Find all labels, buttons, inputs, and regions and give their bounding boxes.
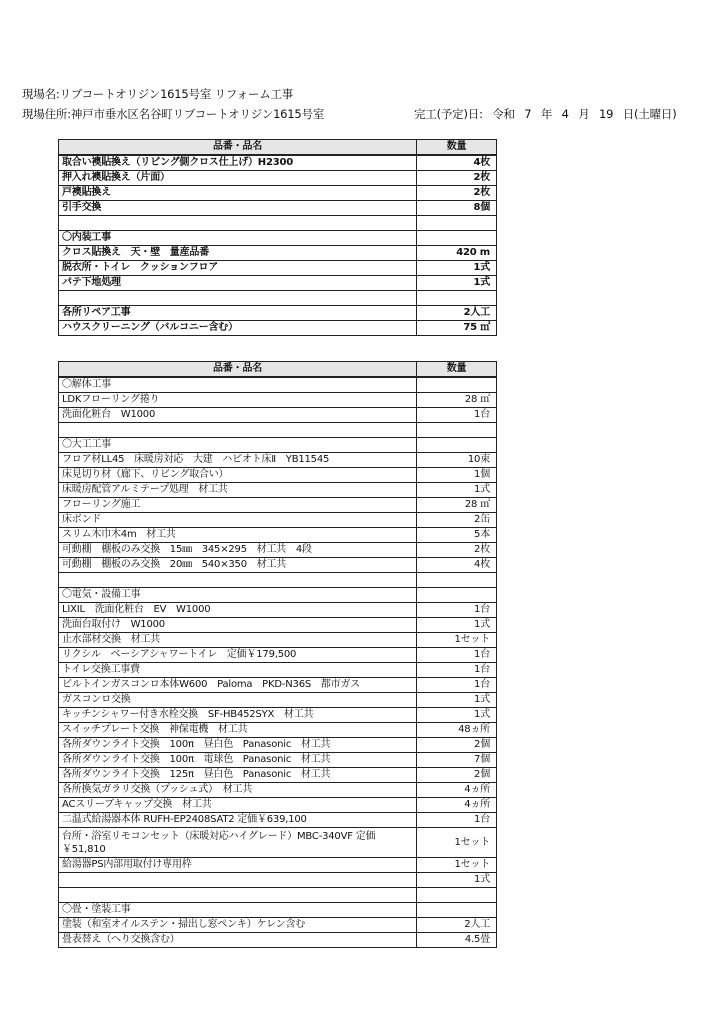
- item-cell: スリム木巾木4m 材工共: [59, 528, 417, 543]
- table-row: [59, 828, 497, 858]
- item-cell: 止水部材交換 材工共: [59, 633, 417, 648]
- table-row: [59, 753, 497, 768]
- qty-cell: 2個: [417, 738, 497, 753]
- qty-cell: 2人工: [417, 306, 497, 321]
- items-table-1: [58, 139, 497, 336]
- completion-month-unit: 月: [578, 107, 590, 121]
- table-row: [59, 738, 497, 753]
- completion-day: 19: [599, 107, 614, 121]
- table-row: [59, 201, 497, 216]
- table-row: [59, 438, 497, 453]
- item-cell: 各所ダウンライト交換 100π 電球色 Panasonic 材工共: [59, 753, 417, 768]
- table-row: [59, 813, 497, 828]
- item-cell: フローリング施工: [59, 498, 417, 513]
- qty-cell: 1台: [417, 663, 497, 678]
- items-table-1-body: [59, 155, 497, 336]
- item-cell: [59, 873, 417, 888]
- item-cell: 洗面台取付け W1000: [59, 618, 417, 633]
- item-cell: [59, 216, 417, 231]
- qty-cell: [417, 216, 497, 231]
- qty-cell: 28 ㎡: [417, 498, 497, 513]
- item-cell: 各所リペア工事: [59, 306, 417, 321]
- items-table-2-body: [59, 377, 497, 948]
- qty-cell: 1台: [417, 813, 497, 828]
- item-cell: パテ下地処理: [59, 276, 417, 291]
- table-row: [59, 648, 497, 663]
- qty-cell: 4枚: [417, 558, 497, 573]
- qty-cell: 1式: [417, 708, 497, 723]
- item-cell: [59, 291, 417, 306]
- qty-cell: 2枚: [417, 171, 497, 186]
- table-row: [59, 558, 497, 573]
- item-cell: リクシル ベーシアシャワートイレ 定価￥179,500: [59, 648, 417, 663]
- completion-era: 令和: [492, 107, 515, 121]
- table-row: [59, 261, 497, 276]
- qty-cell: [417, 438, 497, 453]
- qty-cell: 1台: [417, 408, 497, 423]
- completion-label: 完工(予定)日:: [414, 107, 483, 121]
- item-cell: キッチンシャワー付き水栓交換 SF-HB452SYX 材工共: [59, 708, 417, 723]
- item-cell: 床暖房配管アルミテープ処理 材工共: [59, 483, 417, 498]
- completion-date-line: [414, 106, 683, 122]
- completion-day-unit: 日(土曜日): [622, 107, 677, 121]
- item-cell: フロア材LL45 床暖房対応 大建 ハピオト床Ⅱ YB11545: [59, 453, 417, 468]
- table-row: [59, 155, 497, 171]
- table-row: [59, 858, 497, 873]
- table-row: [59, 246, 497, 261]
- item-cell: ハウスクリーニング（バルコニー含む）: [59, 321, 417, 336]
- table-row: [59, 276, 497, 291]
- item-cell: 床ボンド: [59, 513, 417, 528]
- item-cell: 〇畳・塗装工事: [59, 903, 417, 918]
- table-row: [59, 708, 497, 723]
- qty-cell: 4ヵ所: [417, 798, 497, 813]
- item-cell: LIXIL 洗面化粧台 EV W1000: [59, 603, 417, 618]
- table-row: [59, 423, 497, 438]
- table-row: [59, 231, 497, 246]
- item-cell: [59, 423, 417, 438]
- table-row: [59, 306, 497, 321]
- item-cell: 〇解体工事: [59, 377, 417, 393]
- table-row: [59, 903, 497, 918]
- qty-cell: 1式: [417, 261, 497, 276]
- table-row: [59, 588, 497, 603]
- item-cell: LDKフローリング捲り: [59, 393, 417, 408]
- completion-year-unit: 年: [540, 107, 553, 121]
- item-cell: 各所ダウンライト交換 100π 昼白色 Panasonic 材工共: [59, 738, 417, 753]
- site-name: 現場名:リブコートオリジン1615号室 リフォーム工事: [22, 87, 294, 101]
- completion-year: 7: [524, 107, 532, 121]
- table-row: [59, 888, 497, 903]
- qty-cell: 48ヵ所: [417, 723, 497, 738]
- item-cell: 各所換気ガラリ交換（プッシュ式） 材工共: [59, 783, 417, 798]
- item-cell: 戸襖貼換え: [59, 186, 417, 201]
- table-row: [59, 186, 497, 201]
- qty-cell: 5本: [417, 528, 497, 543]
- item-cell: 〇内装工事: [59, 231, 417, 246]
- qty-cell: 28 ㎡: [417, 393, 497, 408]
- qty-cell: 1個: [417, 468, 497, 483]
- qty-cell: 1台: [417, 678, 497, 693]
- item-cell: 可動棚 棚板のみ交換 15㎜ 345×295 材工共 4段: [59, 543, 417, 558]
- qty-cell: [417, 588, 497, 603]
- qty-cell: [417, 377, 497, 393]
- completion-month: 4: [561, 107, 569, 121]
- table-row: [59, 408, 497, 423]
- qty-cell: 1式: [417, 276, 497, 291]
- table-row: [59, 603, 497, 618]
- table-row: [59, 693, 497, 708]
- qty-cell: 1式: [417, 873, 497, 888]
- qty-cell: 75 ㎡: [417, 321, 497, 336]
- item-cell: 各所ダウンライト交換 125π 昼白色 Panasonic 材工共: [59, 768, 417, 783]
- item-cell: ガスコンロ交換: [59, 693, 417, 708]
- table-row: [59, 321, 497, 336]
- table-row: [59, 453, 497, 468]
- qty-cell: 2枚: [417, 543, 497, 558]
- qty-cell: 2枚: [417, 186, 497, 201]
- qty-cell: 1式: [417, 483, 497, 498]
- table-row: [59, 468, 497, 483]
- qty-cell: [417, 291, 497, 306]
- qty-cell: [417, 231, 497, 246]
- table-row: [59, 393, 497, 408]
- item-cell: 脱衣所・トイレ クッションフロア: [59, 261, 417, 276]
- qty-cell: 1セット: [417, 633, 497, 648]
- item-cell: 押入れ襖貼換え（片面）: [59, 171, 417, 186]
- qty-cell: 2缶: [417, 513, 497, 528]
- item-column-header: 品番・品名: [59, 362, 417, 378]
- items-table-2: [58, 361, 497, 948]
- item-cell: [59, 888, 417, 903]
- table-row: [59, 633, 497, 648]
- table-row: [59, 483, 497, 498]
- item-column-header: 品番・品名: [59, 140, 417, 156]
- qty-column-header: 数量: [417, 362, 497, 378]
- item-cell: ACスリーブキャップ交換 材工共: [59, 798, 417, 813]
- qty-cell: 8個: [417, 201, 497, 216]
- item-cell: 塗装（和室オイルステン・掃出し窓ペンキ）ケレン含む: [59, 918, 417, 933]
- table-row: [59, 798, 497, 813]
- qty-cell: 420 m: [417, 246, 497, 261]
- qty-cell: 4ヵ所: [417, 783, 497, 798]
- table-row: [59, 768, 497, 783]
- qty-cell: 10束: [417, 453, 497, 468]
- qty-cell: 1式: [417, 618, 497, 633]
- table-row: [59, 573, 497, 588]
- item-cell: [59, 573, 417, 588]
- table-row: [59, 513, 497, 528]
- qty-cell: 1式: [417, 693, 497, 708]
- qty-cell: [417, 888, 497, 903]
- table-header-row: [59, 140, 497, 156]
- item-cell: 〇大工工事: [59, 438, 417, 453]
- table-row: [59, 723, 497, 738]
- item-cell: 畳表替え（へり交換含む）: [59, 933, 417, 948]
- table-row: [59, 918, 497, 933]
- table-row: [59, 618, 497, 633]
- item-cell: スイッチプレート交換 神保電機 材工共: [59, 723, 417, 738]
- qty-cell: 1セット: [417, 858, 497, 873]
- item-cell: 可動棚 棚板のみ交換 20㎜ 540×350 材工共: [59, 558, 417, 573]
- item-cell: 〇電気・設備工事: [59, 588, 417, 603]
- site-address: 現場住所:神戸市垂水区名谷町リブコートオリジン1615号室: [22, 107, 325, 121]
- qty-cell: [417, 903, 497, 918]
- qty-cell: 1台: [417, 648, 497, 663]
- table-row: [59, 678, 497, 693]
- item-cell: クロス貼換え 天・壁 量産品番: [59, 246, 417, 261]
- qty-cell: 4.5畳: [417, 933, 497, 948]
- table-row: [59, 783, 497, 798]
- table-row: [59, 543, 497, 558]
- qty-cell: 1台: [417, 603, 497, 618]
- item-cell: 引手交換: [59, 201, 417, 216]
- qty-cell: [417, 573, 497, 588]
- item-cell: 取合い襖貼換え（リビング側クロス仕上げ）H2300: [59, 155, 417, 171]
- item-cell: ビルトインガスコンロ本体W600 Paloma PKD-N36S 都市ガス: [59, 678, 417, 693]
- item-cell: 洗面化粧台 W1000: [59, 408, 417, 423]
- table-row: [59, 291, 497, 306]
- item-cell: 二温式給湯器本体 RUFH-EP2408SAT2 定価￥639,100: [59, 813, 417, 828]
- table-row: [59, 377, 497, 393]
- table-row: [59, 216, 497, 231]
- table-row: [59, 498, 497, 513]
- item-cell: トイレ交換工事費: [59, 663, 417, 678]
- qty-cell: [417, 423, 497, 438]
- qty-column-header: 数量: [417, 140, 497, 156]
- item-cell: 台所・浴室リモコンセット（床暖対応ハイグレード）MBC-340VF 定価￥51,810: [59, 828, 417, 858]
- table-row: [59, 933, 497, 948]
- item-cell: 床見切り材（廊下、リビング取合い）: [59, 468, 417, 483]
- table-header-row: [59, 362, 497, 378]
- table-row: [59, 873, 497, 888]
- qty-cell: 2個: [417, 768, 497, 783]
- qty-cell: 1セット: [417, 828, 497, 858]
- table-row: [59, 171, 497, 186]
- qty-cell: 4枚: [417, 155, 497, 171]
- table-row: [59, 528, 497, 543]
- qty-cell: 7個: [417, 753, 497, 768]
- table-row: [59, 663, 497, 678]
- item-cell: 給湯器PS内部用取付け専用枠: [59, 858, 417, 873]
- qty-cell: 2人工: [417, 918, 497, 933]
